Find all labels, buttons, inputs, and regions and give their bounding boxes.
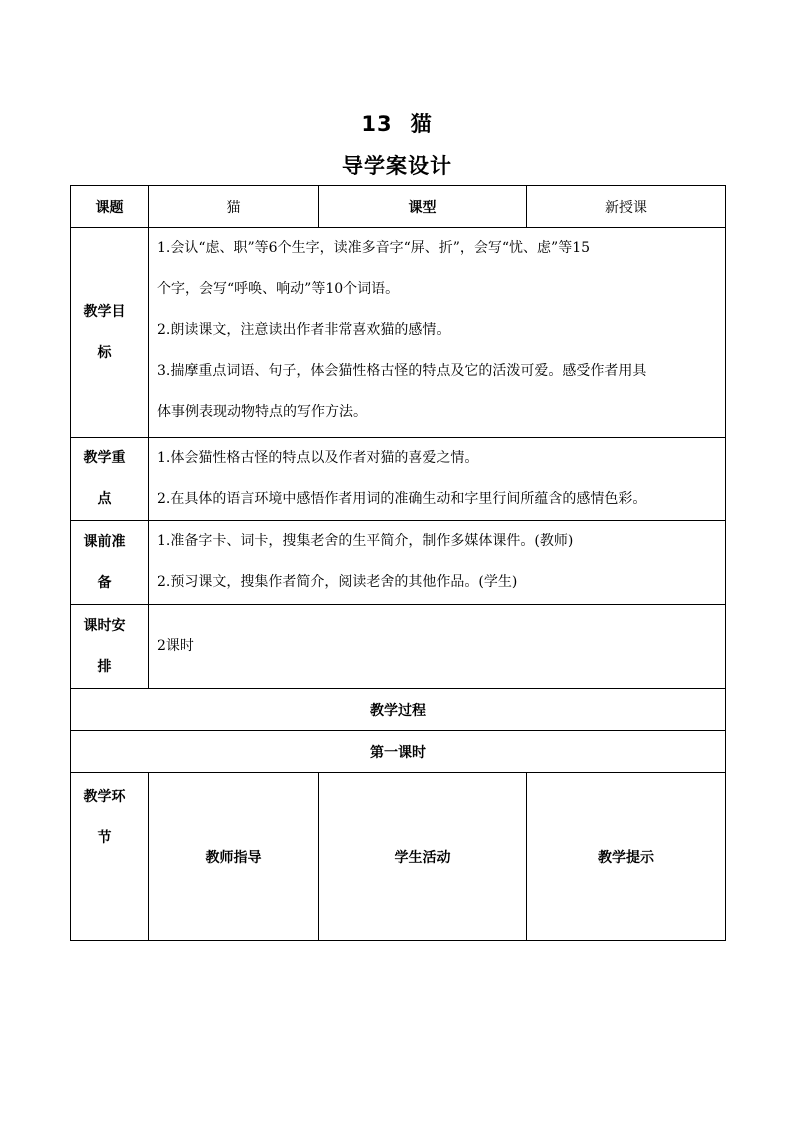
- preparation-content: [149, 521, 726, 605]
- preparation-label: [71, 521, 149, 605]
- key-point-line: 2.在具体的语言环境中感悟作者用词的准确生动和字里行间所蕴含的感情色彩。: [157, 491, 647, 507]
- key-points-label-line: 教学重: [83, 450, 126, 466]
- key-points-row: [71, 438, 726, 521]
- objectives-row: [71, 228, 726, 438]
- schedule-label-line: 排: [97, 658, 112, 675]
- session-title: 第一课时: [71, 731, 726, 773]
- preparation-label-line: 课前准: [83, 533, 126, 550]
- course-label: 课题: [71, 186, 149, 228]
- course-type-value: 新授课: [527, 186, 726, 228]
- key-points-label-line: 点: [97, 491, 112, 507]
- course-row: [71, 186, 726, 228]
- objectives-content: [149, 228, 726, 438]
- lesson-name: 猫: [410, 112, 433, 136]
- stage-column-header: [71, 773, 149, 941]
- schedule-value: 2课时: [157, 638, 194, 654]
- objective-line: 2.朗读课文，注意读出作者非常喜欢猫的感情。: [157, 322, 451, 338]
- objectives-label: [71, 228, 149, 438]
- objectives-label-line: 教学目: [83, 303, 126, 320]
- schedule-label: [71, 605, 149, 689]
- student-column-header: 学生活动: [319, 773, 527, 941]
- preparation-row: [71, 521, 726, 605]
- preparation-line: 2.预习课文，搜集作者简介，阅读老舍的其他作品。(学生): [157, 574, 518, 590]
- objective-line: 3.揣摩重点词语、句子，体会猫性格古怪的特点及它的活泼可爱。感受作者用具: [157, 363, 647, 379]
- teacher-column-header: 教师指导: [149, 773, 319, 941]
- schedule-content: [149, 605, 726, 689]
- process-title: 教学过程: [71, 689, 726, 731]
- schedule-label-line: 课时安: [83, 617, 126, 634]
- session-row: [71, 731, 726, 773]
- schedule-row: [71, 605, 726, 689]
- course-type-label: 课型: [319, 186, 527, 228]
- objectives-label-line: 标: [97, 344, 112, 361]
- lesson-number: 13: [361, 112, 393, 136]
- course-value: 猫: [149, 186, 319, 228]
- lesson-title: [0, 108, 794, 138]
- stage-header-line: 教学环: [83, 789, 126, 805]
- key-point-line: 1.体会猫性格古怪的特点以及作者对猫的喜爱之情。: [157, 450, 479, 466]
- lesson-plan-table: [70, 185, 726, 941]
- process-title-row: [71, 689, 726, 731]
- objective-line: 体事例表现动物特点的写作方法。: [157, 404, 367, 420]
- process-header-row: [71, 773, 726, 941]
- tips-column-header: 教学提示: [527, 773, 726, 941]
- objective-line: 个字，会写“呼唤、响动”等10个词语。: [157, 281, 400, 297]
- objective-line: 1.会认“虑、职”等6个生字，读准多音字“屏、折”，会写“忧、虑”等15: [157, 240, 591, 256]
- key-points-label: [71, 438, 149, 521]
- preparation-label-line: 备: [97, 574, 112, 591]
- stage-header-line: 节: [97, 830, 112, 846]
- preparation-line: 1.准备字卡、词卡，搜集老舍的生平简介，制作多媒体课件。(教师): [157, 533, 574, 549]
- key-points-content: [149, 438, 726, 521]
- document-subtitle: 导学案设计: [342, 154, 452, 178]
